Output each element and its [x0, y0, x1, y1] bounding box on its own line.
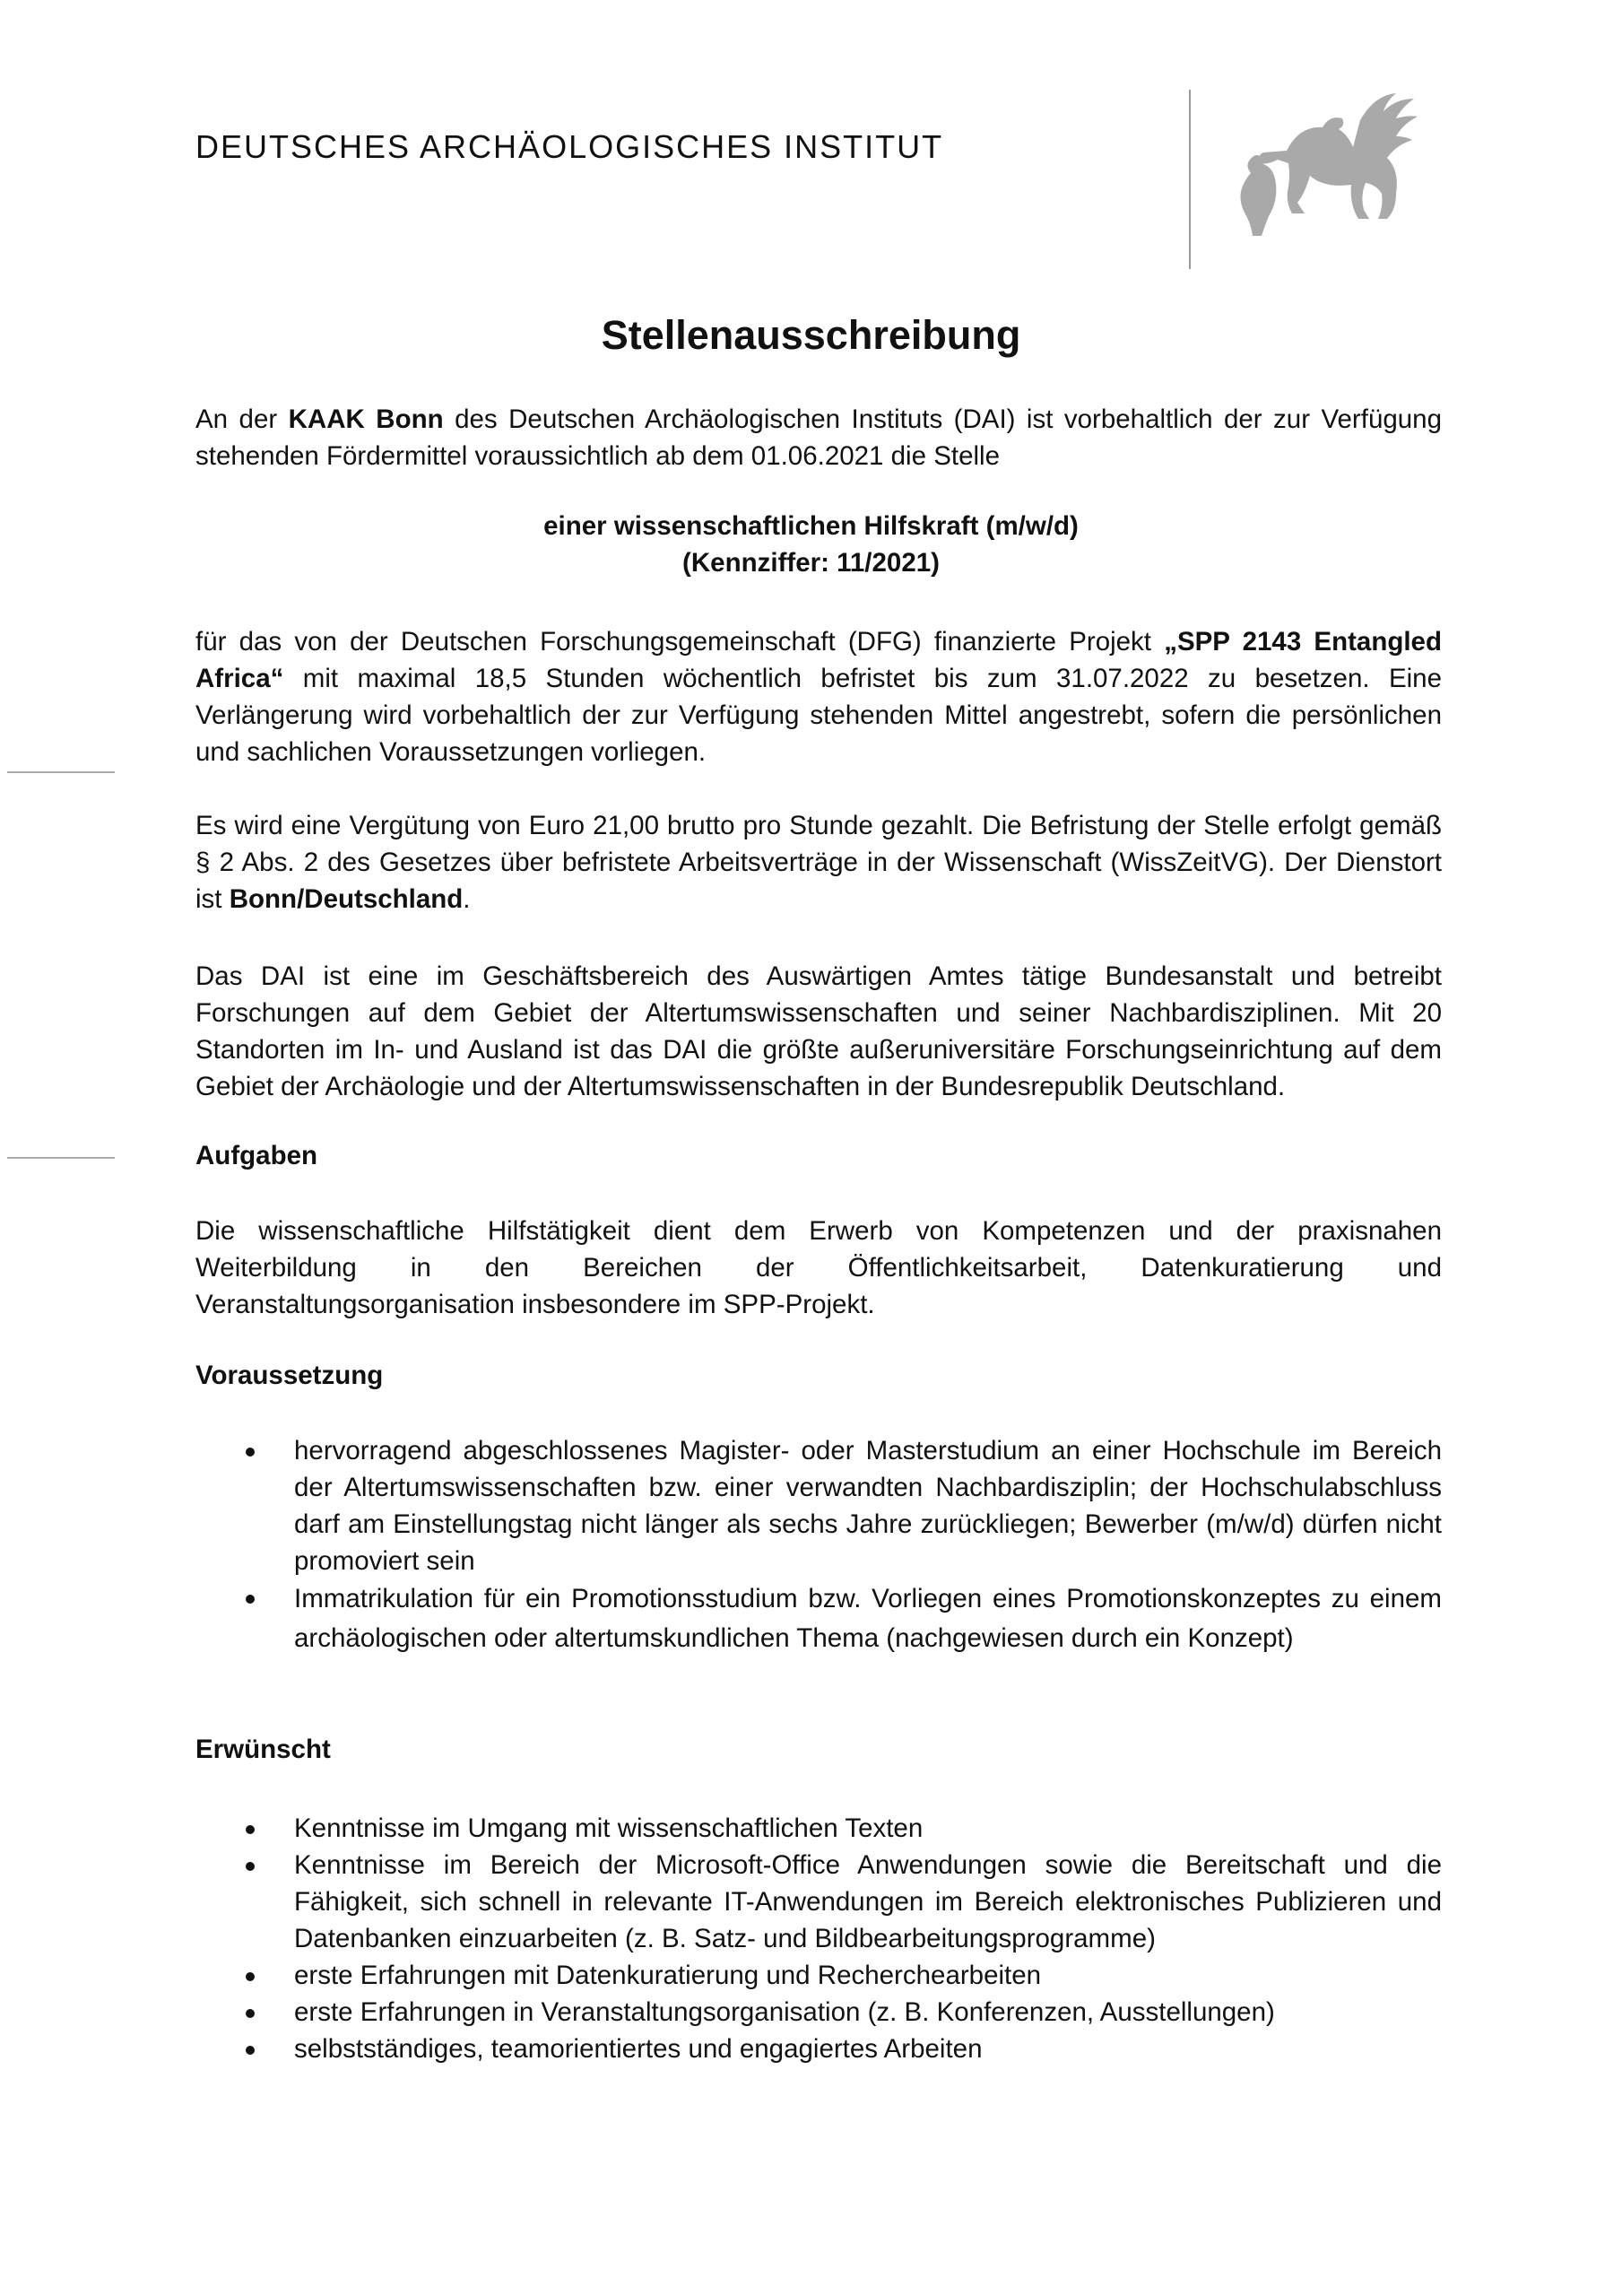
- fold-mark: [7, 1157, 115, 1159]
- page-title: Stellenausschreibung: [601, 312, 1021, 358]
- header-divider: [1189, 90, 1191, 269]
- list-item: Kenntnisse im Umgang mit wissenschaftlichen Texten: [195, 1810, 1442, 1847]
- aufgaben-heading: Aufgaben: [195, 1141, 318, 1170]
- fold-mark: [7, 771, 115, 773]
- list-item: erste Erfahrungen mit Datenkuratierung und Recherchearbeiten: [195, 1957, 1442, 1994]
- griffin-logo-icon: [1224, 88, 1448, 249]
- aufgaben-text: Die wissenschaftliche Hilfstätigkeit dient dem Erwerb von Kompetenzen und der praxisnahen Weiterbildung in den Bereichen der Öffentlichkeitsarbeit, Datenkuratierung und Veranstaltungsorganisation insbesondere im SPP-Projekt.: [195, 1216, 1442, 1319]
- position-title: einer wissenschaftlichen Hilfskraft (m/w/d): [543, 511, 1079, 541]
- erwuenscht-heading: Erwünscht: [195, 1735, 331, 1764]
- voraussetzung-list: [195, 1432, 1442, 1658]
- project-paragraph: für das von der Deutschen Forschungsgemeinschaft (DFG) finanzierte Projekt „SPP 2143 Entangled Africa“ mit maximal 18,5 Stunden wöchentlich befristet bis zum 31.07.2022 zu besetzen. Eine Verlängerung wird vorbehaltlich der zur Verfügung stehenden Mittel angestrebt, sofern die persönlichen und sachlichen Voraussetzungen vorliegen.: [195, 627, 1442, 767]
- reference-number: (Kennziffer: 11/2021): [682, 548, 940, 578]
- erwuenscht-list: [195, 1810, 1442, 2067]
- list-item: Kenntnisse im Bereich der Microsoft-Office Anwendungen sowie die Bereitschaft und die Fähigkeit, sich schnell in relevante IT-Anwendungen im Bereich elektronisches Publizieren und Datenbanken einzuarbeiten (z. B. Satz- und Bildbearbeitungsprogramme): [195, 1847, 1442, 1957]
- intro-paragraph: An der KAAK Bonn des Deutschen Archäologischen Instituts (DAI) ist vorbehaltlich der zur Verfügung stehenden Fördermittel voraussichtlich ab dem 01.06.2021 die Stelle: [195, 404, 1442, 471]
- list-item: Immatrikulation für ein Promotionsstudium bzw. Vorliegen eines Promotionskonzeptes zu einem archäologischen oder altertumskundlichen Thema (nachgewiesen durch ein Konzept): [195, 1579, 1442, 1658]
- salary-paragraph: Es wird eine Vergütung von Euro 21,00 brutto pro Stunde gezahlt. Die Befristung der Stelle erfolgt gemäß § 2 Abs. 2 des Gesetzes über befristete Arbeitsverträge in der Wissenschaft (WissZeitVG). Der Dienstort ist Bonn/Deutschland.: [195, 811, 1442, 914]
- institute-name: DEUTSCHES ARCHÄOLOGISCHES INSTITUT: [195, 128, 944, 165]
- voraussetzung-heading: Voraussetzung: [195, 1361, 384, 1390]
- list-item: hervorragend abgeschlossenes Magister- oder Masterstudium an einer Hochschule im Bereich der Altertumswissenschaften bzw. einer verwandten Nachbardisziplin; der Hochschulabschluss darf am Einstellungstag nicht länger als sechs Jahre zurückliegen; Bewerber (m/w/d) dürfen nicht promoviert sein: [195, 1432, 1442, 1579]
- dai-paragraph: Das DAI ist eine im Geschäftsbereich des Auswärtigen Amtes tätige Bundesanstalt und betreibt Forschungen auf dem Gebiet der Altertumswissenschaften und seiner Nachbardisziplinen. Mit 20 Standorten im In- und Ausland ist das DAI die größte außeruniversitäre Forschungseinrichtung auf dem Gebiet der Archäologie und der Altertumswissenschaften in der Bundesrepublik Deutschland.: [195, 961, 1442, 1101]
- list-item: selbstständiges, teamorientiertes und engagiertes Arbeiten: [195, 2031, 1442, 2067]
- list-item: erste Erfahrungen in Veranstaltungsorganisation (z. B. Konferenzen, Ausstellungen): [195, 1994, 1442, 2031]
